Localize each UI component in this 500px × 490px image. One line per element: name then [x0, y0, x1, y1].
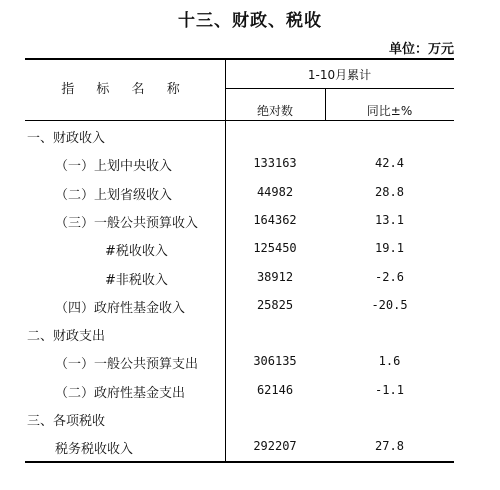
row-label: （一）一般公共预算支出 [55, 357, 199, 373]
table-row [25, 376, 454, 404]
row-label: 税务税收收入 [55, 442, 134, 458]
row-label: #非税收入 [105, 272, 168, 288]
table-row [25, 291, 454, 319]
row-label: （一）上划中央收入 [55, 159, 173, 175]
absolute-value: 62146 [256, 382, 294, 397]
row-label: 一、财政收入 [27, 131, 106, 146]
table-row [25, 234, 454, 262]
table-row [25, 432, 454, 460]
unit-label: 单位：万元 [388, 42, 454, 57]
table-top-rule [25, 58, 454, 60]
table-bottom-rule [25, 461, 454, 463]
row-label: （二）政府性基金支出 [55, 385, 186, 401]
yoy-value: -20.5 [371, 297, 408, 312]
absolute-value: 44982 [256, 184, 294, 199]
yoy-value: 28.8 [375, 184, 404, 199]
table-row [25, 319, 454, 347]
header-absolute: 绝对数 [256, 104, 293, 118]
yoy-value: 27.8 [375, 439, 404, 454]
header-indicator-name: 指 标 名 称 [61, 82, 189, 97]
row-label: （四）政府性基金收入 [55, 300, 186, 316]
absolute-value: 38912 [256, 269, 294, 284]
row-label: 二、财政支出 [27, 329, 106, 345]
absolute-value: 133163 [253, 156, 297, 171]
table-row [25, 263, 454, 291]
absolute-value: 164362 [253, 212, 297, 227]
header-yoy: 同比±% [366, 104, 413, 118]
header-sub-rule [225, 88, 454, 89]
yoy-value: 19.1 [375, 241, 404, 256]
yoy-value: -1.1 [375, 382, 404, 397]
table-row [25, 206, 454, 234]
page-title: 十三、财政、税收 [178, 11, 322, 31]
absolute-value: 125450 [253, 241, 297, 256]
table-row [25, 347, 454, 375]
yoy-value: 13.1 [375, 212, 404, 227]
header-ytd-group: 1-10月累计 [307, 68, 372, 82]
row-label: （三）一般公共预算收入 [55, 215, 199, 231]
absolute-value: 292207 [253, 439, 297, 454]
table-row [25, 404, 454, 432]
yoy-value: 42.4 [375, 156, 404, 171]
absolute-value: 306135 [253, 354, 297, 369]
row-label: 三、各项税收 [27, 414, 106, 429]
row-label: （二）上划省级收入 [55, 187, 173, 203]
yoy-value: 1.6 [378, 354, 401, 369]
yoy-value: -2.6 [375, 269, 404, 284]
row-label: #税收收入 [105, 244, 168, 260]
table-row [25, 149, 454, 177]
table-row [25, 178, 454, 206]
absolute-value: 25825 [256, 297, 294, 312]
table-row [25, 121, 454, 149]
